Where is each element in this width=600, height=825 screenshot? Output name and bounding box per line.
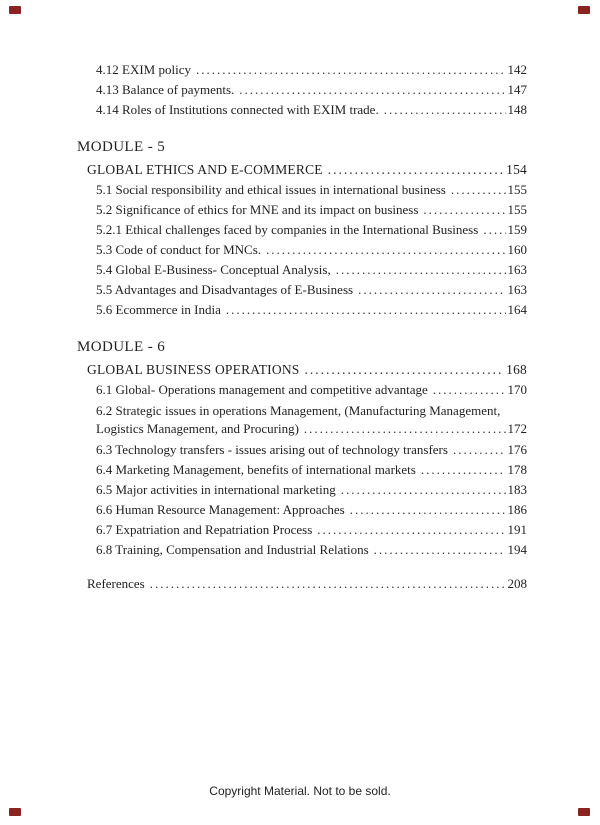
dot-leader [384, 100, 506, 120]
entry-title: 6.6 Human Resource Management: Approaches [96, 502, 345, 517]
toc-entry [77, 60, 527, 80]
dot-leader [451, 180, 506, 200]
entry-title: 6.7 Expatriation and Repatriation Process [96, 522, 313, 537]
page-number: 186 [507, 502, 527, 517]
dot-leader [336, 260, 506, 280]
toc-entry [77, 100, 527, 120]
entry-title: 5.4 Global E-Business- Conceptual Analysis, [96, 262, 331, 277]
entry-title: 6.1 Global- Operations management and competitive advantage [96, 382, 428, 397]
page-number: 148 [507, 102, 527, 117]
corner-mark-top-right [578, 6, 590, 14]
dot-leader [421, 460, 506, 480]
toc-entry [77, 280, 527, 300]
dot-leader [226, 300, 506, 320]
toc-entry [77, 400, 527, 440]
corner-mark-top-left [9, 6, 21, 14]
page-number: 170 [507, 382, 527, 397]
dot-leader [453, 440, 506, 460]
toc-entry [77, 160, 527, 180]
toc-entry [77, 540, 527, 560]
dot-leader [150, 574, 506, 594]
entry-title-line2 [96, 420, 527, 438]
dot-leader [374, 540, 506, 560]
dot-leader [196, 60, 506, 80]
entry-title: 4.13 Balance of payments. [96, 82, 235, 97]
dot-leader [423, 200, 505, 220]
toc-entry [77, 300, 527, 320]
entry-title: 4.14 Roles of Institutions connected with EXIM trade. [96, 102, 379, 117]
dot-leader [358, 280, 505, 300]
toc-entry [77, 360, 527, 380]
page-number: 168 [506, 362, 527, 377]
page-number: 172 [507, 421, 527, 436]
toc-entry [77, 480, 527, 500]
entry-title: References [87, 576, 145, 591]
dot-leader [483, 220, 505, 240]
page-number: 164 [507, 302, 527, 317]
toc-entry [77, 200, 527, 220]
module-heading: MODULE - 5 [77, 139, 166, 155]
dot-leader [304, 360, 504, 380]
entry-title: GLOBAL BUSINESS OPERATIONS [87, 362, 300, 377]
page-number: 163 [507, 282, 527, 297]
page-number: 208 [507, 576, 527, 591]
toc-entry [77, 180, 527, 200]
page-number: 194 [507, 542, 527, 557]
dot-leader [433, 380, 506, 400]
toc-entry [77, 240, 527, 260]
toc-entry [77, 440, 527, 460]
entry-title: GLOBAL ETHICS AND E-COMMERCE [87, 162, 323, 177]
dot-leader [266, 240, 505, 260]
entry-title: 4.12 EXIM policy [96, 62, 191, 77]
entry-title: 6.8 Training, Compensation and Industrial Relations [96, 542, 369, 557]
page-number: 154 [506, 162, 527, 177]
entry-title-line1: 6.2 Strategic issues in operations Management, (Manufacturing Management, [96, 403, 501, 418]
toc-list [77, 60, 527, 594]
entry-title: 5.2.1 Ethical challenges faced by companies in the International Business [96, 222, 479, 237]
page-number: 147 [507, 82, 527, 97]
dot-leader [341, 480, 506, 500]
entry-title: 5.1 Social responsibility and ethical issues in international business [96, 182, 446, 197]
page-number: 191 [507, 522, 527, 537]
toc-entry [77, 460, 527, 480]
page-number: 142 [507, 62, 527, 77]
footer-copyright-text: Copyright Material. Not to be sold. [209, 784, 391, 798]
page-number: 176 [507, 442, 527, 457]
entry-title: 5.6 Ecommerce in India [96, 302, 221, 317]
dot-leader [304, 420, 506, 438]
page-number: 163 [507, 262, 527, 277]
toc-entry [77, 520, 527, 540]
dot-leader [317, 520, 505, 540]
entry-title: 6.3 Technology transfers - issues arising out of technology transfers [96, 442, 448, 457]
page-number: 155 [507, 182, 527, 197]
page-number: 159 [507, 222, 527, 237]
entry-title: 5.3 Code of conduct for MNCs. [96, 242, 262, 257]
toc-entry [77, 500, 527, 520]
page-number: 183 [507, 482, 527, 497]
entry-title: Logistics Management, and Procuring) [96, 421, 299, 436]
page-number: 160 [507, 242, 527, 257]
entry-title: 6.5 Major activities in international marketing [96, 482, 336, 497]
toc-entry [77, 80, 527, 100]
entry-title: 6.4 Marketing Management, benefits of international markets [96, 462, 416, 477]
page-number: 178 [507, 462, 527, 477]
toc-entry [77, 574, 527, 594]
dot-leader [239, 80, 505, 100]
dot-leader [350, 500, 506, 520]
toc-entry [77, 380, 527, 400]
entry-title: 5.5 Advantages and Disadvantages of E-Business [96, 282, 354, 297]
module-heading: MODULE - 6 [77, 339, 166, 355]
toc-entry [77, 260, 527, 280]
entry-title: 5.2 Significance of ethics for MNE and its impact on business [96, 202, 419, 217]
corner-mark-bottom-right [578, 808, 590, 816]
corner-mark-bottom-left [9, 808, 21, 816]
page-number: 155 [507, 202, 527, 217]
toc-entry [77, 220, 527, 240]
dot-leader [328, 160, 504, 180]
